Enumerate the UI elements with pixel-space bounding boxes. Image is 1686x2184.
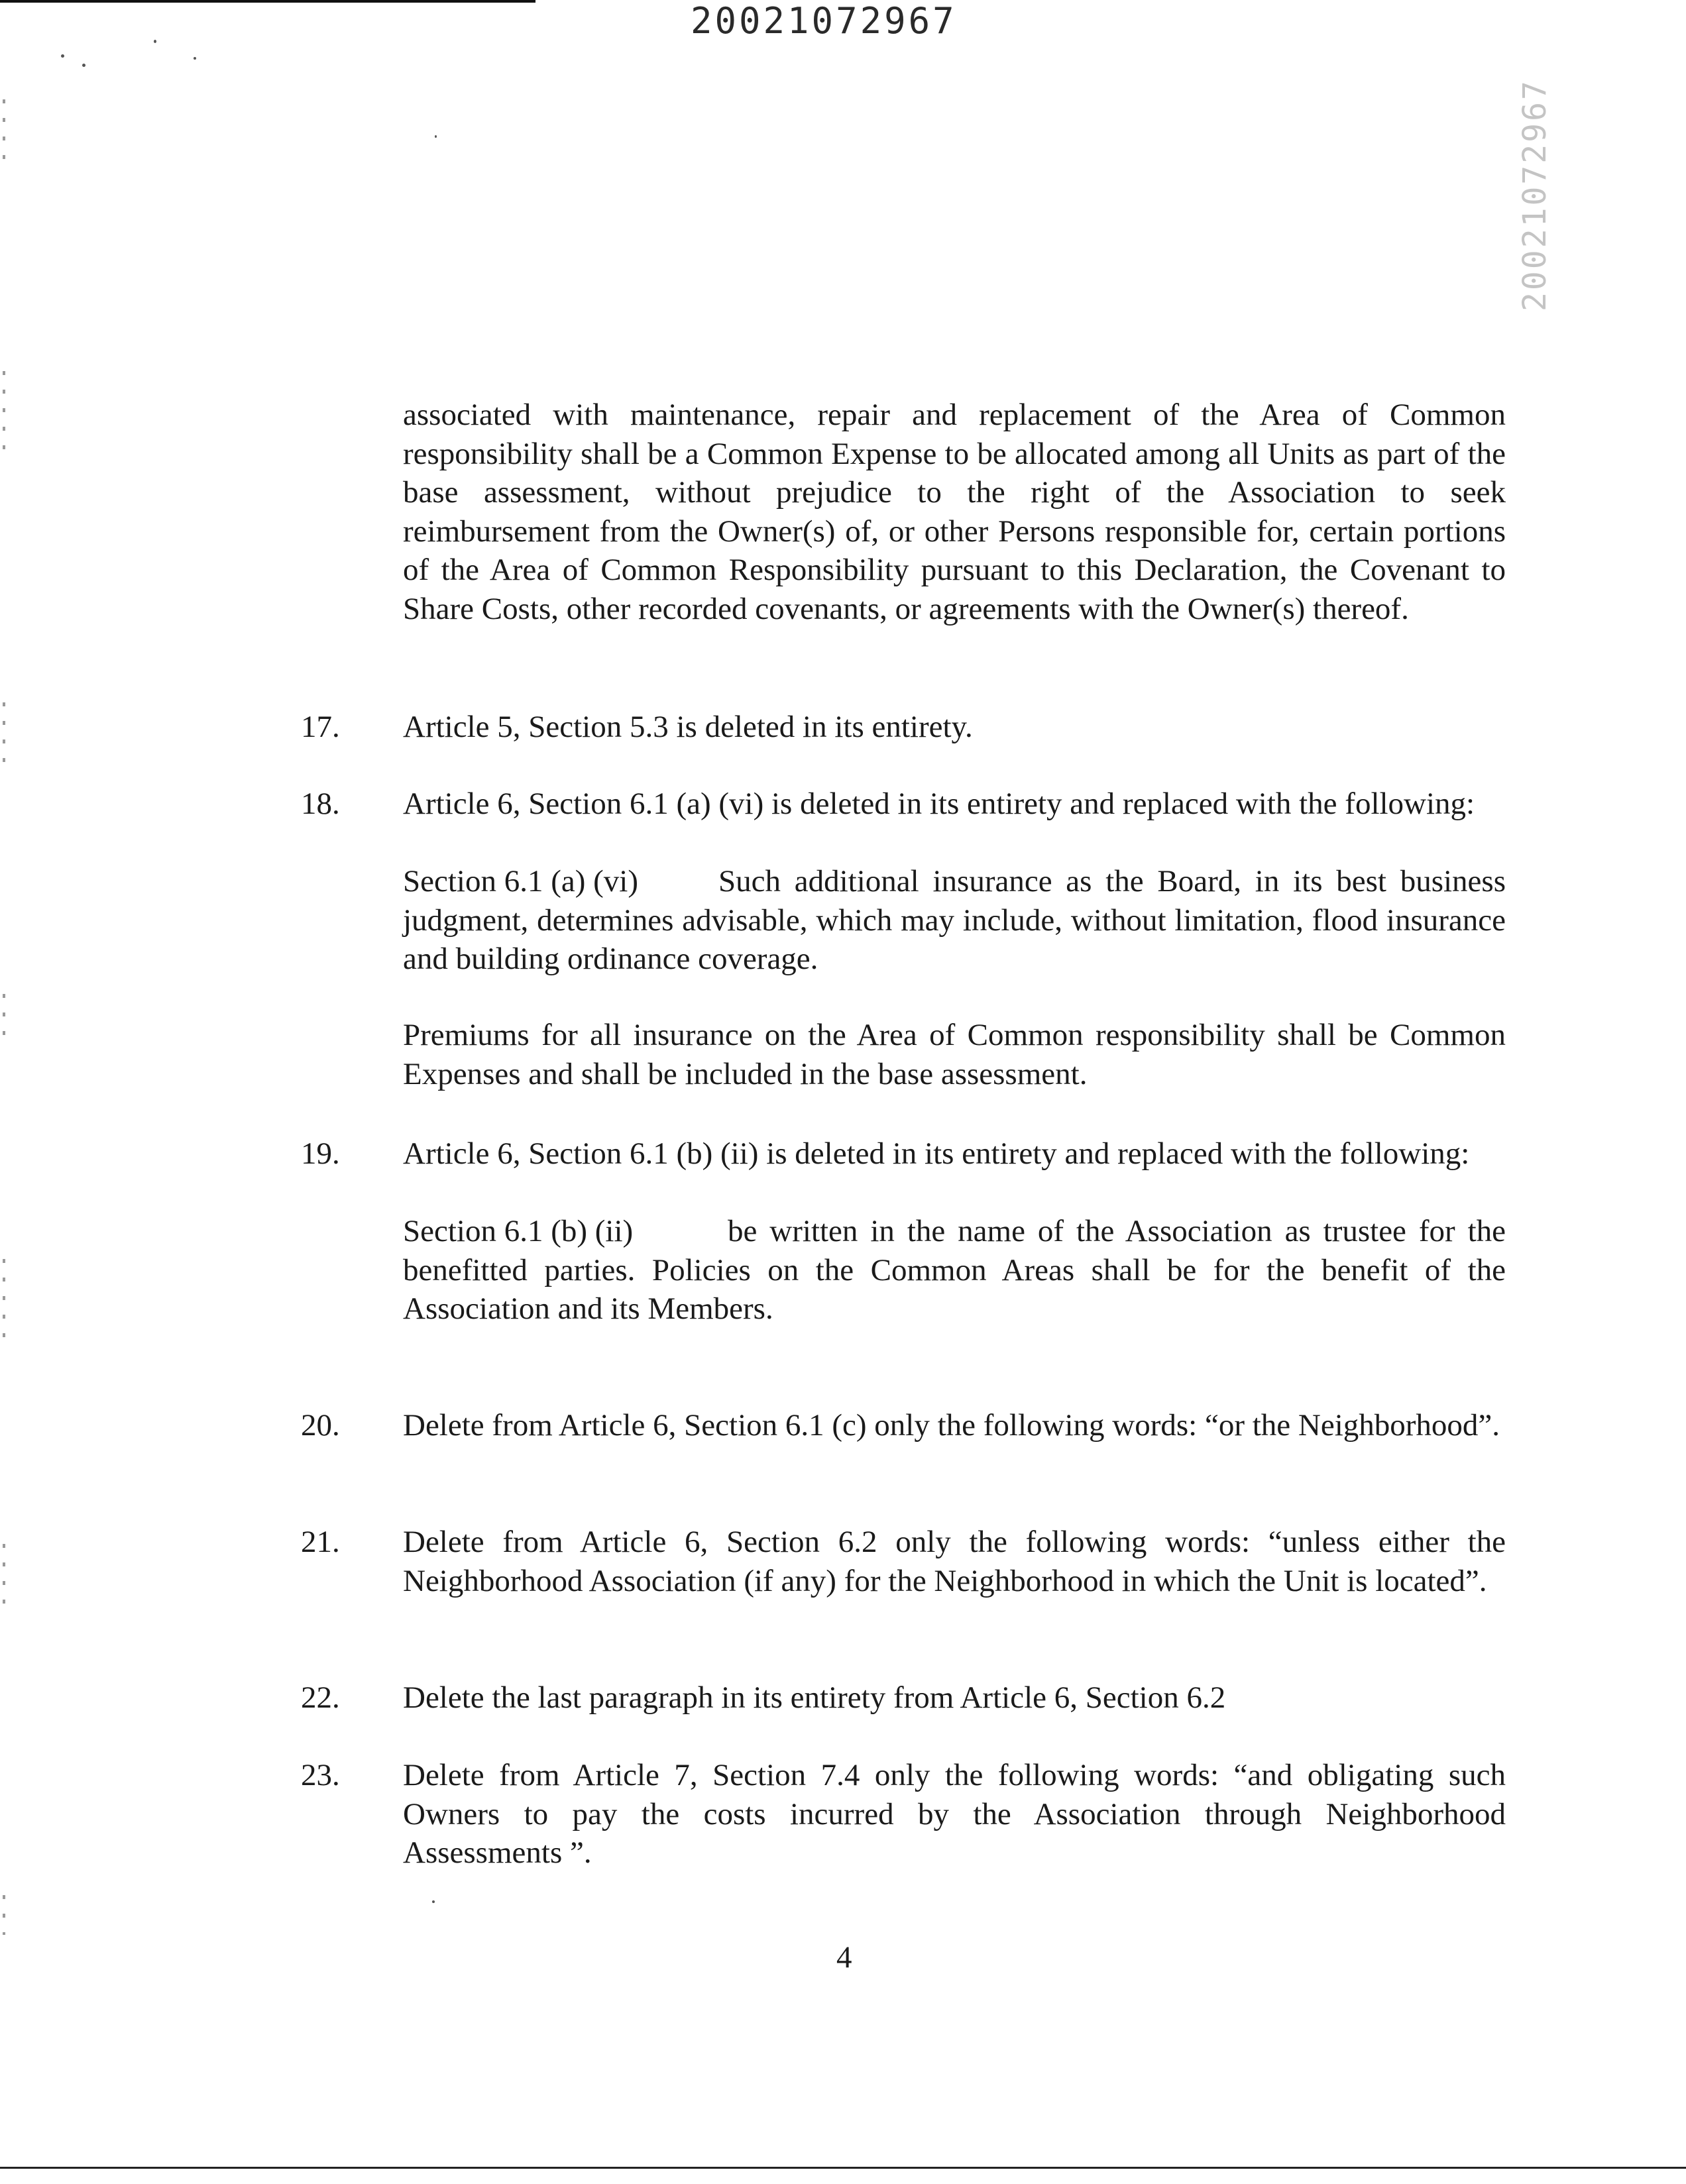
page-number: 4 [836,1940,852,1975]
item-text: Delete from Article 7, Section 7.4 only the following words: “and obligating such Owners to pay the costs incurred by the Association through Neighborhood Assessments ”. [403,1758,1506,1870]
item-number: 19. [301,1136,340,1171]
margin-marks [3,702,5,775]
item-number: 20. [301,1408,340,1443]
section-label: Section 6.1 (b) (ii) [403,1214,634,1248]
item-text: Delete from Article 6, Section 6.1 (c) only the following words: “or the Neighborhood”. [403,1408,1500,1443]
margin-marks [3,1259,5,1338]
item-number: 21. [301,1525,340,1559]
side-stamp: 20021072967 [1516,79,1553,311]
scan-speck [435,135,437,138]
continuation-paragraph: associated with maintenance, repair and replacement of the Area of Common responsibility shall be a Common Expense to be allocated among all Units as part of the base assessment, without prejudice to the right of the Association to seek reimbursement from the Owner(s) of, or other Persons responsible for, certain portions of the Area of Common Responsibility pursuant to this Declaration, the Covenant to Share Costs, other recorded covenants, or agreements with the Owner(s) thereof. [403,398,1506,626]
margin-marks [3,994,5,1047]
item-number: 23. [301,1758,340,1792]
item-number: 18. [301,787,340,821]
item-number: 17. [301,710,340,744]
section-paragraph [403,1212,1506,1329]
margin-marks [3,99,5,166]
item-number: 22. [301,1680,340,1715]
top-rule [0,0,535,3]
item-text: Article 6, Section 6.1 (a) (vi) is deleted in its entirety and replaced with the following: [403,787,1475,821]
section-paragraph [403,862,1506,979]
item-text: Article 6, Section 6.1 (b) (ii) is deleted in its entirety and replaced with the following: [403,1136,1470,1171]
margin-marks [3,371,5,457]
margin-marks [3,1544,5,1617]
scan-speck [432,1900,435,1903]
item-text: Delete the last paragraph in its entirety from Article 6, Section 6.2 [403,1680,1226,1715]
extra-paragraph: Premiums for all insurance on the Area of Common responsibility shall be Common Expenses and shall be included in the base assessment. [403,1018,1506,1091]
section-text: be written in the name of the Association as trustee for the benefitted parties. Policies on the Common Areas shall be for the benefit of the Association and its Members. [403,1214,1506,1326]
item-text: Delete from Article 6, Section 6.2 only the following words: “unless either the Neighborhood Association (if any) for the Neighborhood in which the Unit is located”. [403,1525,1506,1598]
bottom-rule [0,2167,1686,2169]
scan-speck [61,54,64,58]
section-text: Such additional insurance as the Board, in its best business judgment, determines advisable, which may include, without limitation, flood insurance and building ordinance coverage. [403,864,1506,976]
section-label: Section 6.1 (a) (vi) [403,864,639,899]
document-number: 20021072967 [691,0,957,42]
scan-speck [194,57,196,60]
scan-speck [154,40,156,43]
item-text: Article 5, Section 5.3 is deleted in its entirety. [403,710,973,744]
margin-marks [3,1895,5,1935]
scan-speck [82,64,85,67]
